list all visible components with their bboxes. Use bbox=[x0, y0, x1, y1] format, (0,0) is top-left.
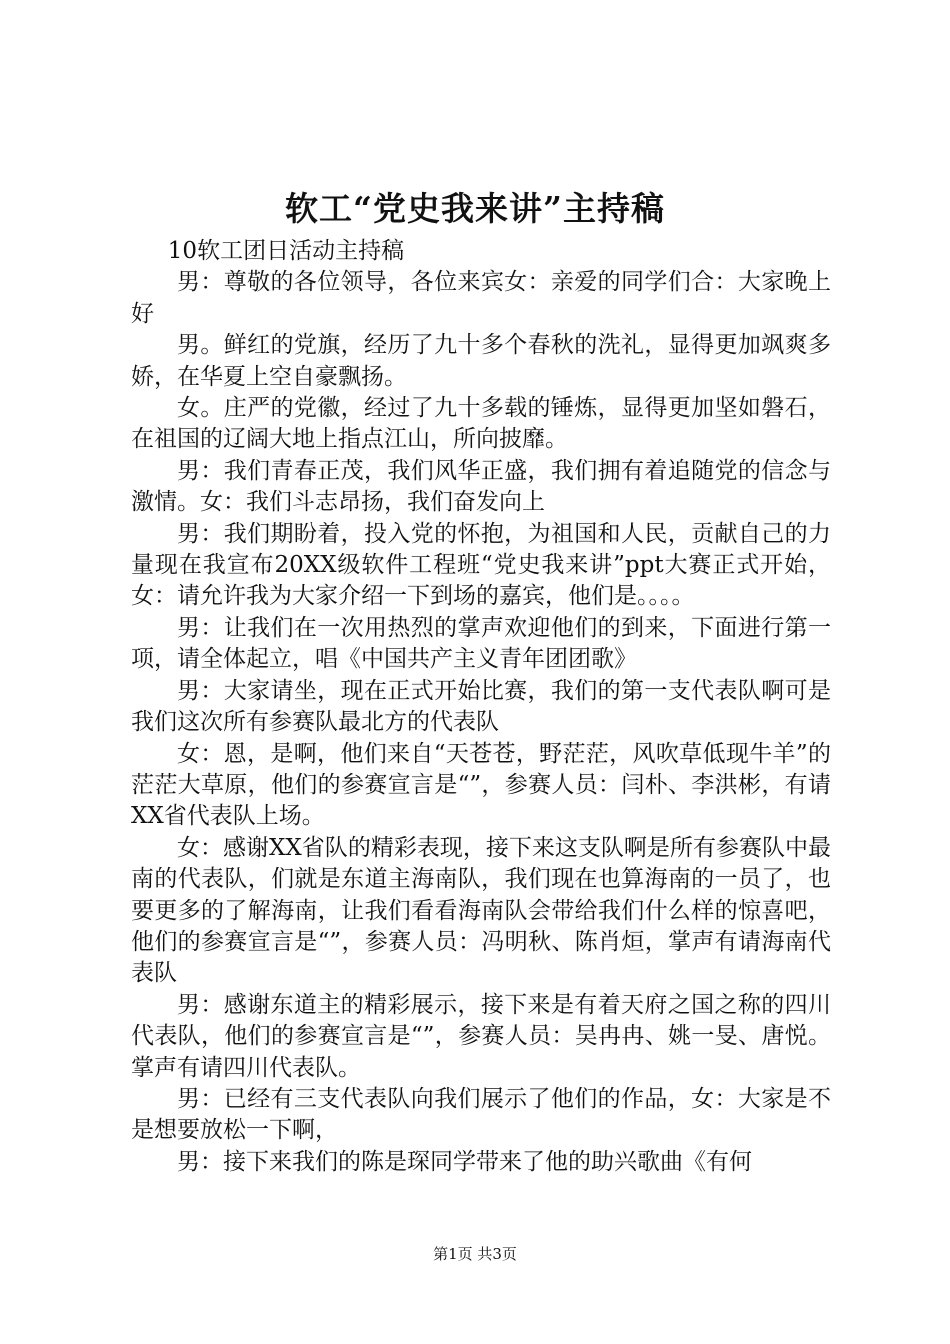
paragraph: 男：我们期盼着，投入党的怀抱，为祖国和人民，贡献自己的力量现在我宣布20XX级软件工程班“党史我来讲”ppt大赛正式开始，女：请允许我为大家介绍一下到场的嘉宾，他们是。。。。 bbox=[131, 520, 831, 610]
paragraph: 男：已经有三支代表队向我们展示了他们的作品，女：大家是不是想要放松一下啊， bbox=[131, 1085, 831, 1144]
paragraph: 男：我们青春正茂，我们风华正盛，我们拥有着追随党的信念与激情。女：我们斗志昂扬，我们奋发向上 bbox=[131, 457, 831, 516]
paragraph: 女：感谢XX省队的精彩表现，接下来这支队啊是所有参赛队中最南的代表队，们就是东道主海南队，我们现在也算海南的一员了，也要更多的了解海南，让我们看看海南队会带给我们什么样的惊喜吧，他们的参赛宣言是“”，参赛人员：冯明秋、陈肖烜，掌声有请海南代表队 bbox=[131, 834, 831, 987]
paragraph: 女。庄严的党徽，经过了九十多载的锤炼，显得更加坚如磐石，在祖国的辽阔大地上指点江山，所向披靡。 bbox=[131, 395, 831, 453]
document-title: 软工“党史我来讲”主持稿 bbox=[285, 189, 665, 228]
paragraph: 男。鲜红的党旗，经历了九十多个春秋的洗礼，显得更加飒爽多娇，在华夏上空自豪飘扬。 bbox=[131, 332, 831, 390]
document-body bbox=[131, 236, 831, 1178]
paragraph: 男：尊敬的各位领导，各位来宾女：亲爱的同学们合：大家晚上好 bbox=[131, 269, 831, 327]
document-subtitle: 10软工团日活动主持稿 bbox=[167, 238, 405, 264]
paragraph: 女：恩，是啊，他们来自“天苍苍，野茫茫，风吹草低现牛羊”的茫茫大草原，他们的参赛宣言是“”，参赛人员：闫朴、李洪彬，有请XX省代表队上场。 bbox=[131, 740, 831, 830]
paragraph: 男：感谢东道主的精彩展示，接下来是有着天府之国之称的四川代表队，他们的参赛宣言是“”，参赛人员：吴冉冉、姚一旻、唐悦。掌声有请四川代表队。 bbox=[131, 991, 831, 1081]
page-footer bbox=[0, 1244, 950, 1264]
paragraph: 男：接下来我们的陈是琛同学带来了他的助兴歌曲《有何 bbox=[177, 1148, 752, 1175]
page-number: 第1页 bbox=[433, 1245, 473, 1263]
page-total: 共3页 bbox=[477, 1245, 517, 1263]
paragraph: 男：让我们在一次用热烈的掌声欢迎他们的到来，下面进行第一项，请全体起立，唱《中国共产主义青年团团歌》 bbox=[131, 614, 831, 673]
paragraph: 男：大家请坐，现在正式开始比赛，我们的第一支代表队啊可是我们这次所有参赛队最北方的代表队 bbox=[131, 677, 831, 736]
